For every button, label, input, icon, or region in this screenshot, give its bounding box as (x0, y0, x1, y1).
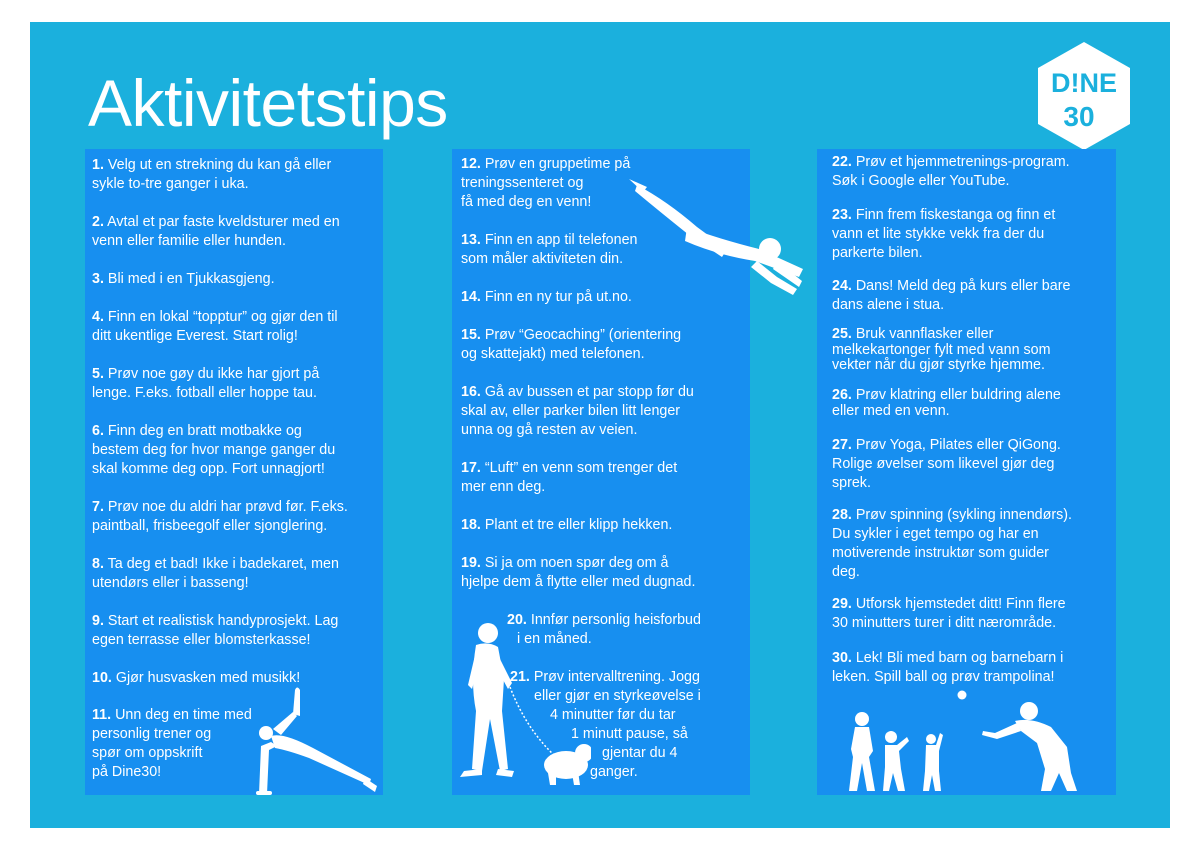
tip-text: Prøv en gruppetime på (484, 156, 631, 172)
tip-item (832, 327, 1051, 374)
tip-number: 20. (507, 612, 527, 628)
logo-line1: D!NE (1051, 68, 1117, 98)
tip-text: personlig trener og (92, 726, 212, 742)
plank-silhouette (253, 684, 381, 796)
tip-text: venn eller familie eller hunden. (92, 233, 286, 249)
tip-text: Utforsk hjemstedet ditt! Finn flere (855, 596, 1066, 612)
tip-number: 25. (832, 326, 852, 342)
tip-number: 3. (92, 271, 104, 287)
poster-background (30, 22, 1170, 828)
tip-number: 6. (92, 423, 104, 439)
tip-text: og skattejakt) med telefonen. (461, 346, 645, 362)
tip-text: Innfør personlig heisforbud (530, 612, 701, 628)
tip-text: Avtal et par faste kveldsturer med en (107, 214, 340, 230)
tip-text: eller gjør en styrkeøvelse i (534, 688, 701, 704)
tip-text: eller med en venn. (832, 403, 950, 419)
tip-text: paintball, frisbeegolf eller sjonglering. (92, 518, 328, 534)
tip-item (461, 231, 637, 269)
tip-text: lenge. F.eks. fotball eller hoppe tau. (92, 385, 317, 401)
tip-text: Unn deg en time med (115, 707, 252, 723)
tip-text: Velg ut en strekning du kan gå eller (107, 157, 332, 173)
tip-text: Si ja om noen spør deg om å (484, 555, 669, 571)
tip-text: skal av, eller parker bilen litt lenger (461, 403, 681, 419)
tip-number: 29. (832, 596, 852, 612)
tip-item (92, 706, 252, 782)
tip-text: Dans! Meld deg på kurs eller bare (855, 278, 1071, 294)
tip-item (832, 506, 1072, 582)
tip-text: Bli med i en Tjukkasgjeng. (107, 271, 275, 287)
tip-number: 16. (461, 384, 481, 400)
tip-text: “Luft” en venn som trenger det (484, 460, 678, 476)
tip-number: 11. (92, 707, 112, 723)
tip-number: 1. (92, 157, 104, 173)
family-playing-ball-silhouette (845, 687, 1115, 795)
tip-text: motiverende instruktør som guider (832, 545, 1049, 561)
tip-text: Lek! Bli med barn og barnebarn i (855, 650, 1064, 666)
tip-item (92, 498, 348, 536)
page-title: Aktivitetstips (88, 66, 448, 140)
tips-column-3 (817, 149, 1116, 795)
tip-number: 14. (461, 289, 481, 305)
tip-text: få med deg en venn! (461, 194, 592, 210)
tip-text: Plant et tre eller klipp hekken. (484, 517, 673, 533)
tip-item (92, 270, 275, 289)
tip-text: vann et lite stykke vekk fra der du (832, 226, 1045, 242)
tip-text: Prøv klatring eller buldring alene (855, 387, 1061, 403)
tip-number: 28. (832, 507, 852, 523)
tip-number: 19. (461, 555, 481, 571)
tip-item (92, 555, 339, 593)
tip-text: Finn en lokal “topptur” og gjør den til (107, 309, 338, 325)
tip-item (92, 308, 338, 346)
tip-text: deg. (832, 564, 860, 580)
tip-number: 5. (92, 366, 104, 382)
tip-number: 27. (832, 437, 852, 453)
tip-text: Finn en app til telefonen (484, 232, 638, 248)
tip-number: 7. (92, 499, 104, 515)
tip-number: 4. (92, 309, 104, 325)
tip-text: ganger. (590, 764, 638, 780)
tip-number: 26. (832, 387, 852, 403)
tip-text: Start et realistisk handyprosjekt. Lag (107, 613, 339, 629)
tips-column-1 (85, 149, 383, 795)
tip-item (461, 383, 694, 440)
tip-text: vekter når du gjør styrke hjemme. (832, 357, 1045, 373)
tip-number: 22. (832, 154, 852, 170)
tip-number: 15. (461, 327, 481, 343)
tip-number: 13. (461, 232, 481, 248)
tip-text: parkerte bilen. (832, 245, 923, 261)
tip-text: Prøv spinning (sykling innendørs). (855, 507, 1072, 523)
tip-item (832, 277, 1070, 315)
tip-item (92, 156, 331, 194)
tip-text: Finn frem fiskestanga og finn et (855, 207, 1056, 223)
tip-text: Bruk vannflasker eller (855, 326, 994, 342)
tip-text: bestem deg for hvor mange ganger du (92, 442, 336, 458)
tip-text: 30 minutters turer i ditt nærområde. (832, 615, 1057, 631)
tip-item (832, 436, 1061, 493)
tip-number: 30. (832, 650, 852, 666)
tip-item (832, 649, 1063, 687)
tip-text: unna og gå resten av veien. (461, 422, 638, 438)
tip-item (461, 459, 677, 497)
tip-text: Finn deg en bratt motbakke og (107, 423, 302, 439)
tip-item (92, 365, 319, 403)
tip-text: Prøv intervalltrening. Jogg (533, 669, 700, 685)
tip-item (832, 206, 1055, 263)
tip-text: Prøv et hjemmetrenings-program. (855, 154, 1070, 170)
tip-item (461, 516, 672, 535)
tip-text: utendørs eller i basseng! (92, 575, 249, 591)
tip-text: Ta deg et bad! Ikke i badekaret, men (107, 556, 339, 572)
tip-text: Rolige øvelser som likevel gjør deg (832, 456, 1055, 472)
tip-text: Du sykler i eget tempo og har en (832, 526, 1039, 542)
dog-walker-silhouette (456, 619, 591, 789)
tip-number: 23. (832, 207, 852, 223)
tip-text: skal komme deg opp. Fort unnagjort! (92, 461, 325, 477)
tip-text: mer enn deg. (461, 479, 546, 495)
tip-text: egen terrasse eller blomsterkasse! (92, 632, 311, 648)
tip-number: 2. (92, 214, 104, 230)
tip-item (461, 326, 681, 364)
tip-text: sprek. (832, 475, 871, 491)
tip-number: 18. (461, 517, 481, 533)
dine30-logo (1034, 40, 1134, 152)
tip-number: 21. (510, 669, 530, 685)
tip-text: som måler aktiviteten din. (461, 251, 624, 267)
tip-text: spør om oppskrift (92, 745, 203, 761)
tip-text: hjelpe dem å flytte eller med dugnad. (461, 574, 696, 590)
tip-item (461, 155, 630, 212)
diving-person-silhouette (627, 177, 817, 297)
tip-item (832, 153, 1070, 191)
tip-text: 4 minutter før du tar (550, 707, 676, 723)
tip-item (461, 554, 695, 592)
tip-item (92, 612, 338, 650)
tip-text: Prøv “Geocaching” (orientering (484, 327, 682, 343)
tip-item (92, 213, 340, 251)
tip-number: 8. (92, 556, 104, 572)
tip-text: gjentar du 4 (602, 745, 678, 761)
tip-text: Gå av bussen et par stopp før du (484, 384, 694, 400)
tip-text: treningssenteret og (461, 175, 584, 191)
tip-number: 17. (461, 460, 481, 476)
tip-number: 9. (92, 613, 104, 629)
tip-item (832, 387, 1061, 419)
tip-text: dans alene i stua. (832, 297, 945, 313)
tip-item (461, 288, 632, 307)
tip-text: leken. Spill ball og prøv trampolina! (832, 669, 1055, 685)
tip-text: sykle to-tre ganger i uka. (92, 176, 249, 192)
tip-text: på Dine30! (92, 764, 162, 780)
tip-text: Finn en ny tur på ut.no. (484, 289, 632, 305)
tip-text: melkekartonger fylt med vann som (832, 341, 1051, 358)
tip-text: Prøv noe gøy du ikke har gjort på (107, 366, 320, 382)
tip-item (92, 422, 335, 479)
tip-text: Gjør husvasken med musikk! (115, 670, 301, 686)
tip-number: 10. (92, 670, 112, 686)
tip-item (832, 595, 1066, 633)
logo-line2: 30 (1063, 101, 1095, 132)
tips-column-2 (452, 149, 750, 795)
tip-text: Prøv noe du aldri har prøvd før. F.eks. (107, 499, 348, 515)
tip-text: i en måned. (517, 631, 592, 647)
tip-text: ditt ukentlige Everest. Start rolig! (92, 328, 298, 344)
tip-number: 24. (832, 278, 852, 294)
tip-text: Prøv Yoga, Pilates eller QiGong. (855, 437, 1061, 453)
tip-text: 1 minutt pause, så (571, 726, 688, 742)
tip-text: Søk i Google eller YouTube. (832, 173, 1010, 189)
tip-number: 12. (461, 156, 481, 172)
